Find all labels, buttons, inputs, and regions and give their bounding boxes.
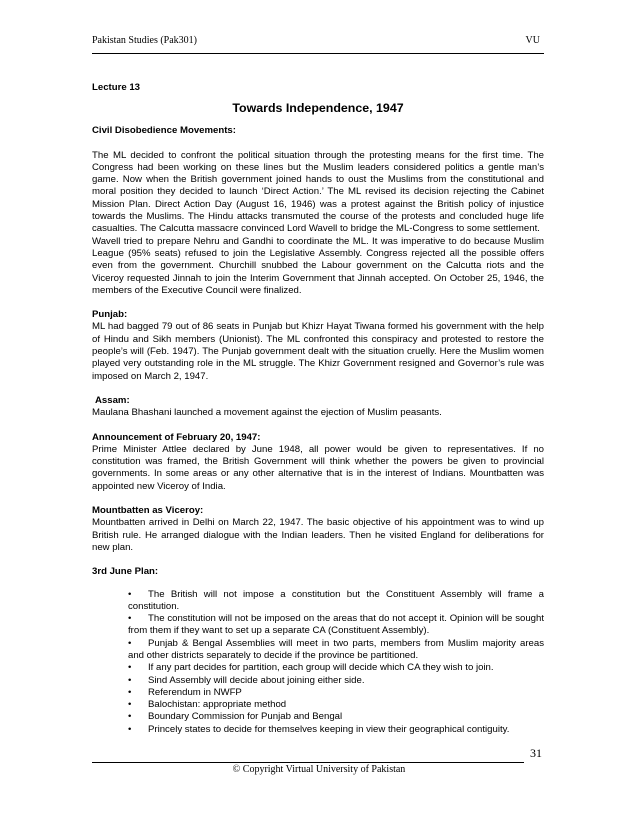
bullet-icon: • — [128, 699, 132, 711]
heading-punjab: Punjab: — [92, 309, 128, 321]
list-item: • If any part decides for partition, each group will decide which CA they wish to join. — [128, 662, 494, 674]
paragraph-mountbatten: Mountbatten arrived in Delhi on March 22, 1947. The basic objective of his appointment was to wind up British rule. He arranged dialogue with the Indian leaders. Then he visited England for deliberations for new plan. — [92, 517, 544, 553]
list-item: • Balochistan: appropriate method — [128, 699, 287, 711]
paragraph-punjab: ML had bagged 79 out of 86 seats in Punjab but Khizr Hayat Tiwana formed his government with the help of Hindu and Sikh members (Unionist). The ML confronted this conspiracy and protested to restore the people’s will (Feb. 1947). The Punjab government dealt with the situation cruelly. Here the Muslim women played very outstanding role in the ML struggle. The Khizr Government resigned and Governor’s rule was imposed on March 2, 1947. — [92, 321, 544, 382]
heading-assam: Assam: — [95, 394, 130, 406]
footer-divider — [92, 762, 524, 763]
list-item: • Sind Assembly will decide about joining either side. — [128, 674, 365, 686]
bullet-icon: • — [128, 723, 132, 735]
heading-announcement: Announcement of February 20, 1947: — [92, 431, 261, 443]
bullet-icon: • — [128, 711, 132, 723]
page-content — [92, 82, 544, 736]
header-course-title: Pakistan Studies (Pak301) — [92, 35, 197, 46]
header-divider — [92, 53, 544, 54]
list-item: • Referendum in NWFP — [128, 686, 242, 698]
heading-mountbatten: Mountbatten as Viceroy: — [92, 505, 204, 517]
list-item: • Boundary Commission for Punjab and Bengal — [128, 711, 343, 723]
bullet-icon: • — [128, 637, 132, 649]
list-item: • Punjab & Bengal Assemblies will meet in two parts, members from Muslim majority areas and other districts separately to decide if the province be partitioned. — [128, 637, 544, 661]
lecture-number: Lecture 13 — [92, 82, 140, 93]
bullet-icon: • — [128, 674, 132, 686]
june-plan-list — [92, 589, 544, 737]
page-number: 31 — [530, 746, 542, 760]
paragraph-civil-2: Wavell tried to prepare Nehru and Gandhi to coordinate the ML. It was imperative to do because Muslim League (95% seats) refused to join the Legislative Assembly. Congress rejected all the possible offers even from the government. Churchill snubbed the Labour government on the Calcutta riots and the Viceroy requested Jinnah to join the Interim Government that Jinnah accepted. On October 25, 1946, the members of the Executive Council were finalized. — [92, 235, 544, 296]
bullet-icon: • — [128, 613, 132, 625]
heading-civil-disobedience: Civil Disobedience Movements: — [92, 125, 236, 137]
heading-june-plan: 3rd June Plan: — [92, 566, 159, 578]
paragraph-civil-1: The ML decided to confront the political situation through the protesting means for the first time. The Congress had been working on these lines but the Muslim leaders considered politics a gentle man’s game. Now when the British government joined hands to oust the Muslims from the constitutional and moral position they decided to launch ‘Direct Action.’ The ML revised its decision rejecting the Cabinet Mission Plan. Direct Action Day (August 16, 1946) was a protest against the British policy of injustice towards the Muslims. The Hindu attacks transmuted the course of the protests and concluded huge life casualties. The Calcutta massacre convinced Lord Wavell to bridge the ML-Congress to some settlement. — [92, 149, 544, 235]
header-vu-label: VU — [525, 35, 540, 46]
paragraph-announcement: Prime Minister Attlee declared by June 1948, all power would be given to representatives. If no constitution was framed, the British Government will think whether the powers be given to provincial governments. In some areas or any other alternative that is in the interest of Indians. Mountbatten was appointed new Viceroy of India. — [92, 443, 544, 492]
paragraph-assam: Maulana Bhashani launched a movement against the ejection of Muslim peasants. — [92, 407, 442, 419]
page-title: Towards Independence, 1947 — [232, 101, 404, 116]
list-item: • Princely states to decide for themselves keeping in view their geographical contiguity. — [128, 723, 510, 735]
list-item: • The British will not impose a constitution but the Constituent Assembly will frame a constitution. — [128, 588, 544, 612]
bullet-icon: • — [128, 588, 132, 600]
footer-copyright: © Copyright Virtual University of Pakistan — [232, 764, 406, 775]
bullet-icon: • — [128, 662, 132, 674]
list-item: • The constitution will not be imposed on the areas that do not accept it. Opinion will be sought from them if they want to set up a separate CA (Constituent Assembly). — [128, 613, 544, 637]
bullet-icon: • — [128, 686, 132, 698]
